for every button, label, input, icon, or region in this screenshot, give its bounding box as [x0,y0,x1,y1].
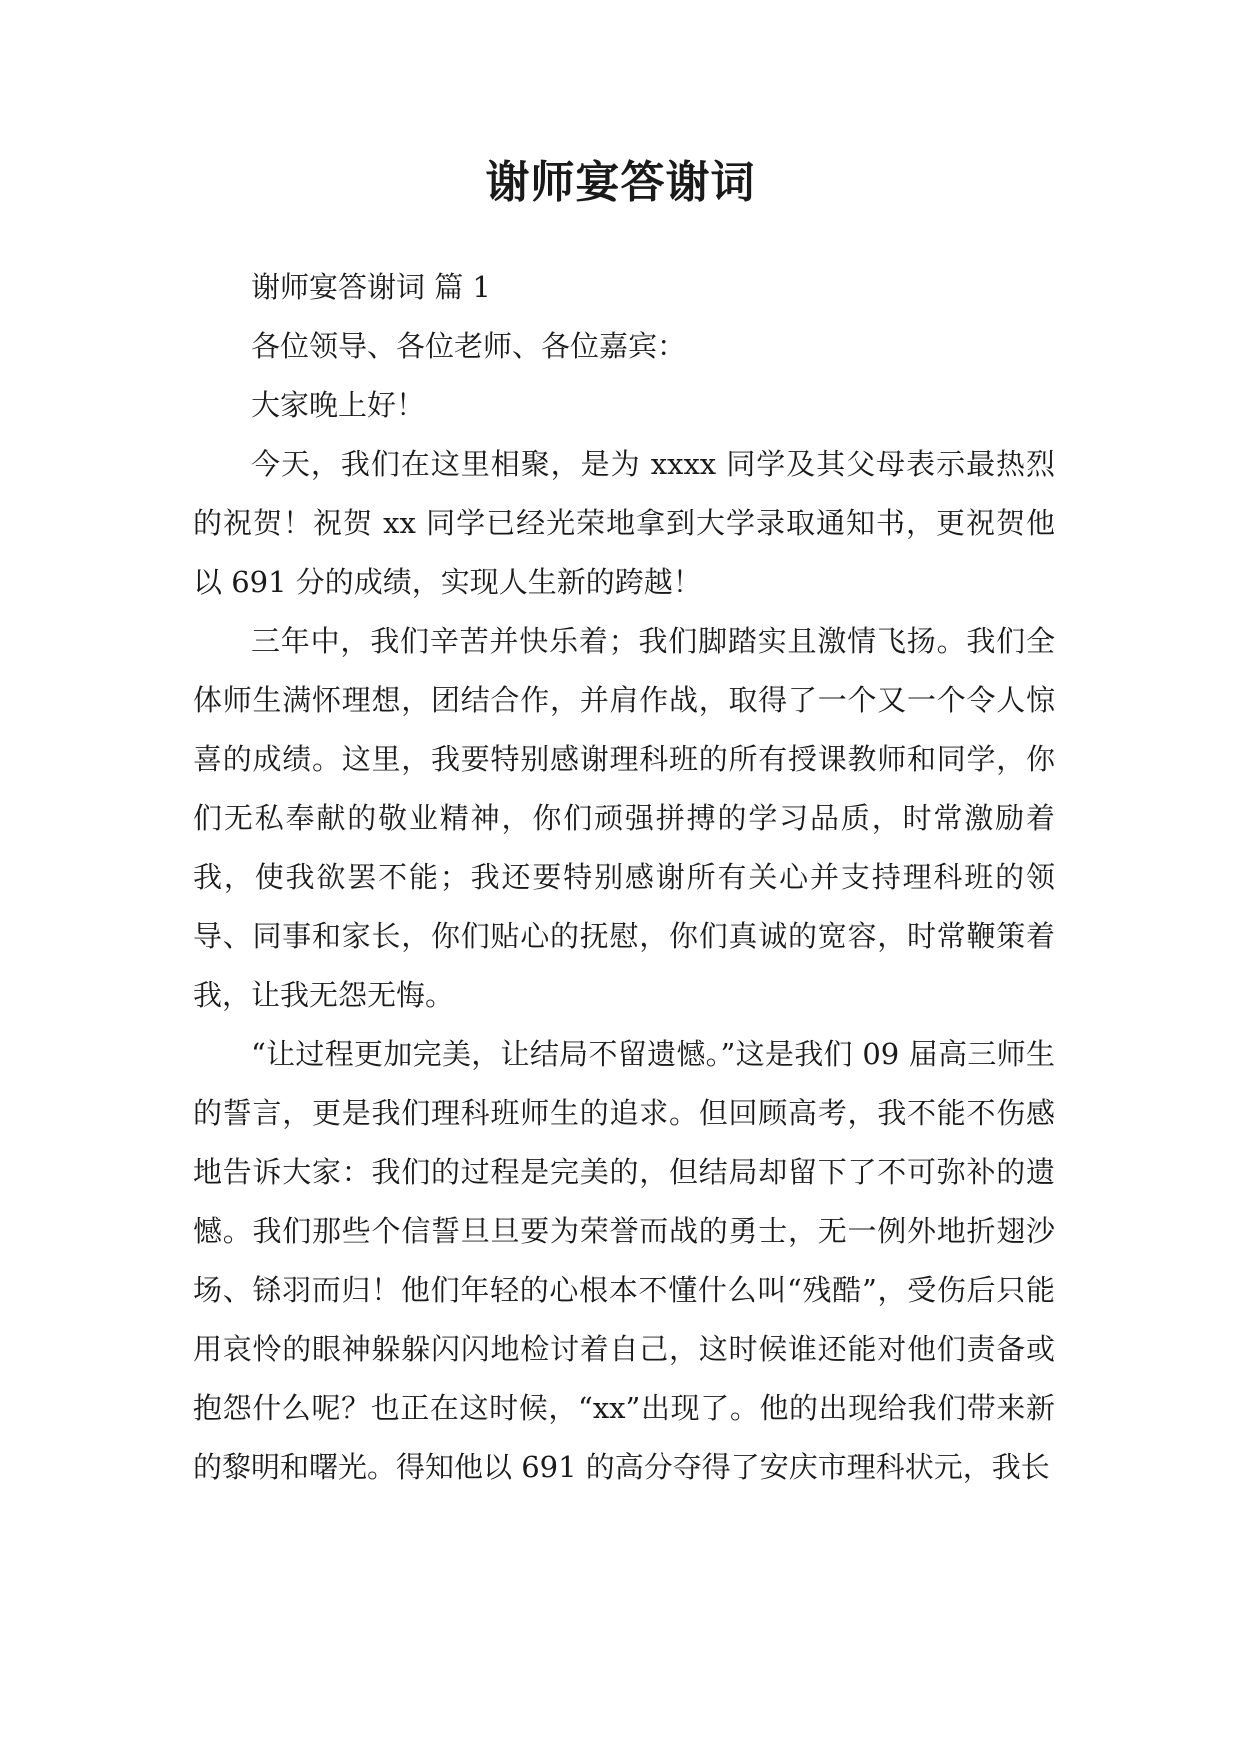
section-heading: 谢师宴答谢词 篇 1 [251,270,491,304]
document-body [193,258,1055,1497]
document-title: 谢师宴答谢词 [485,157,756,208]
greeting: 大家晚上好！ [251,388,426,422]
salutation: 各位领导、各位老师、各位嘉宾： [251,329,687,363]
paragraph: 今天，我们在这里相聚，是为 xxxx 同学及其父母表示最热烈的祝贺！祝贺 xx 同学已经光荣地拿到大学录取通知书，更祝贺他以 691 分的成绩，实现人生新的跨越！ [193,447,1055,599]
paragraph: 三年中，我们辛苦并快乐着；我们脚踏实且激情飞扬。我们全体师生满怀理想，团结合作，并肩作战，取得了一个又一个令人惊喜的成绩。这里，我要特别感谢理科班的所有授课教师和同学，你们无私奉献的敬业精神，你们顽强拼搏的学习品质，时常激励着我，使我欲罢不能；我还要特别感谢所有关心并支持理科班的领导、同事和家长，你们贴心的抚慰，你们真诚的宽容，时常鞭策着我，让我无怨无悔。 [193,624,1055,1012]
paragraph: “让过程更加完美，让结局不留遗憾。”这是我们 09 届高三师生的誓言，更是我们理科班师生的追求。但回顾高考，我不能不伤感地告诉大家：我们的过程是完美的，但结局却留下了不可弥补的遗憾。我们那些个信誓旦旦要为荣誉而战的勇士，无一例外地折翅沙场、铩羽而归！他们年轻的心根本不懂什么叫“残酷”，受伤后只能用哀怜的眼神躲躲闪闪地检讨着自己，这时候谁还能对他们责备或抱怨什么呢？也正在这时候，“xx”出现了。他的出现给我们带来新的黎明和曙光。得知他以 691 的高分夺得了安庆市理科状元，我长 [193,1037,1055,1484]
